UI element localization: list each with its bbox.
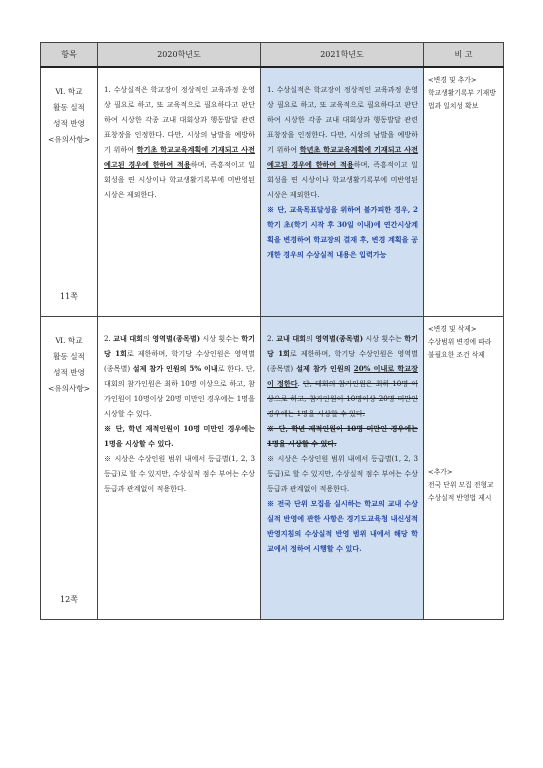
remark-cell	[424, 67, 504, 317]
page-ref: 11쪽	[60, 292, 78, 301]
new-rule-bold: 교내 대회	[276, 334, 307, 343]
old-rule-text: 시상 횟수는	[200, 334, 242, 343]
category-line: 성적 반영	[53, 368, 85, 377]
new-rule-text: 로 제한하며, 학기당 수상인원은 영역별(종목별)	[267, 349, 418, 373]
comparison-table	[40, 42, 504, 620]
new-rule-added-note: ※ 전국 단위 모집을 실시하는 학교의 교내 수상 실적 반영에 관한 사항은 경기도교육청 내신성적 반영지침의 수상실적 반영 범위 내에서 해당 학교에서 정하여 시행할 수 있다.	[267, 499, 418, 553]
old-rule-text: 로 제한하며, 학기당 수상인원은 영역별(종목별)	[104, 349, 255, 373]
category-line: 활동 실적	[53, 352, 85, 361]
new-rule-bold: 학기당 1회	[267, 334, 419, 358]
remark-tag: <추가>	[428, 468, 453, 476]
header-2020: 2020학년도	[98, 43, 261, 68]
new-rule-text: 의	[306, 334, 316, 343]
remark-tag: <변경 및 삭제>	[428, 325, 477, 333]
remark-text: 수상범위 변경에 따라 불필요한 조건 삭제	[428, 338, 492, 359]
old-rule-text: 하며, 즉흥적이고 일회성을 띤 시상이나 학교생활기록부에 미반영된 시상은 제외한다.	[104, 160, 255, 199]
old-rule-bold: 설제 참가 인원의 5% 이내	[132, 364, 218, 373]
old-rule-bold: 교내 대회	[113, 334, 144, 343]
old-rule-bold: 영역별(종목별)	[152, 334, 201, 343]
remark-text: 전국 단위 모집 전형교 수상실적 반영법 제시	[428, 481, 494, 502]
old-rule-bold: 학기초 학교교육계획에 기재되고 사전 예고된 경우에 한하여 적용	[104, 145, 255, 169]
new-rule-changed: 20% 이내로 학교장이 정한다	[267, 364, 418, 388]
new-rule-deleted: 단, 대회의 참가인원은 최하 10명 이상으로 하고, 참가인원이 10명이상 20명 미만인 경우에는 1명을 시상할 수 있다.	[267, 379, 418, 418]
remark-tag: <변경 및 추가>	[428, 76, 477, 84]
new-rule-bold: 설제 참가 인원의	[296, 364, 354, 373]
new-rule-text: 1. 수상실적은 학교장이 정상적인 교육과정 운영상 필요로 하고, 또 교육적으로 필요하다고 판단하여 시상한 각종 교내 대회상과 행동발달 관련 표창장을 인정한다. 다만, 시상의 남발을 예방하기 위하여	[267, 85, 418, 154]
new-rule-bold: 영역별(종목별)	[315, 334, 364, 343]
category-line: <유의사항>	[47, 384, 91, 393]
new-rule-cell	[261, 67, 424, 317]
new-rule-text: 하며, 즉흥적이고 일회성을 띤 시상이나 학교생활기록부에 미반영된 시상은 제외한다.	[267, 160, 418, 199]
new-rule-text: .	[297, 379, 303, 388]
new-rule-note: ※ 시상은 수상인원 범위 내에서 등급별(1, 2, 3등급)로 할 수 있지만, 수상실적 점수 부여는 수상 등급과 관계없이 적용한다.	[267, 454, 419, 493]
category-line: 성적 반영	[53, 119, 85, 128]
page-ref: 12쪽	[60, 595, 78, 604]
new-rule-cell	[261, 317, 424, 620]
table-row	[41, 317, 504, 620]
table-row	[41, 67, 504, 317]
remark-cell	[424, 317, 504, 620]
old-rule-text: 1. 수상실적은 학교장이 정상적인 교육과정 운영상 필요로 하고, 또 교육적으로 필요하다고 판단하여 시상한 각종 교내 대회상과 행동발달 관련 표창장을 인정한다. 다만, 시상의 남발을 예방하기 위하여	[104, 85, 255, 154]
old-rule-text: 2.	[104, 334, 114, 343]
category-line: Ⅵ. 학교	[55, 87, 83, 96]
old-rule-note: ※ 시상은 수상인원 범위 내에서 등급별(1, 2, 3등급)로 할 수 있지만, 수상실적 점수 부여는 수상 등급과 관계없이 적용한다.	[104, 454, 256, 493]
new-rule-deleted-note: ※ 단, 학년 재적인원이 10명 미만인 경우에는 1명을 시상할 수 있다.	[267, 424, 418, 448]
category-line: <유의사항>	[47, 135, 91, 144]
old-rule-bold: 학기당 1회	[104, 334, 256, 358]
category-line: Ⅵ. 학교	[55, 336, 83, 345]
header-row	[41, 43, 504, 68]
header-item: 항목	[41, 43, 98, 68]
new-rule-text: 2.	[267, 334, 277, 343]
old-rule-note: ※ 단, 학년 재적인원이 10명 미만인 경우에는 1명을 시상할 수 있다.	[104, 424, 255, 448]
category-cell	[41, 67, 98, 317]
old-rule-text: 의	[143, 334, 153, 343]
new-rule-text: 시상 횟수는	[363, 334, 405, 343]
header-remark: 비 고	[424, 43, 504, 68]
old-rule-text: 로 한다. 단, 대회의 참가인원은 최하 10명 이상으로 하고, 참가인원이 10명이상 20명 미만인 경우에는 1명을 시상할 수 있다.	[104, 364, 255, 418]
header-2021: 2021학년도	[261, 43, 424, 68]
new-rule-bold: 학년초 학교교육계획에 기재되고 사전 예고된 경우에 한하여 적용	[267, 145, 418, 169]
old-rule-cell	[98, 67, 261, 317]
new-rule-note: ※ 단, 교육목표달성을 위하여 불가피한 경우, 2학기 초(학기 시작 후 30일 이내)에 연간시상계획을 변경하여 학교장의 결재 후, 변경 계획을 공개한 경우의 수상실적 내용은 입력가능	[267, 205, 418, 259]
category-line: 활동 실적	[53, 103, 85, 112]
remark-text: 학교생활기록부 기재방법과 일치성 확보	[428, 89, 496, 110]
old-rule-cell	[98, 317, 261, 620]
category-cell	[41, 317, 98, 620]
